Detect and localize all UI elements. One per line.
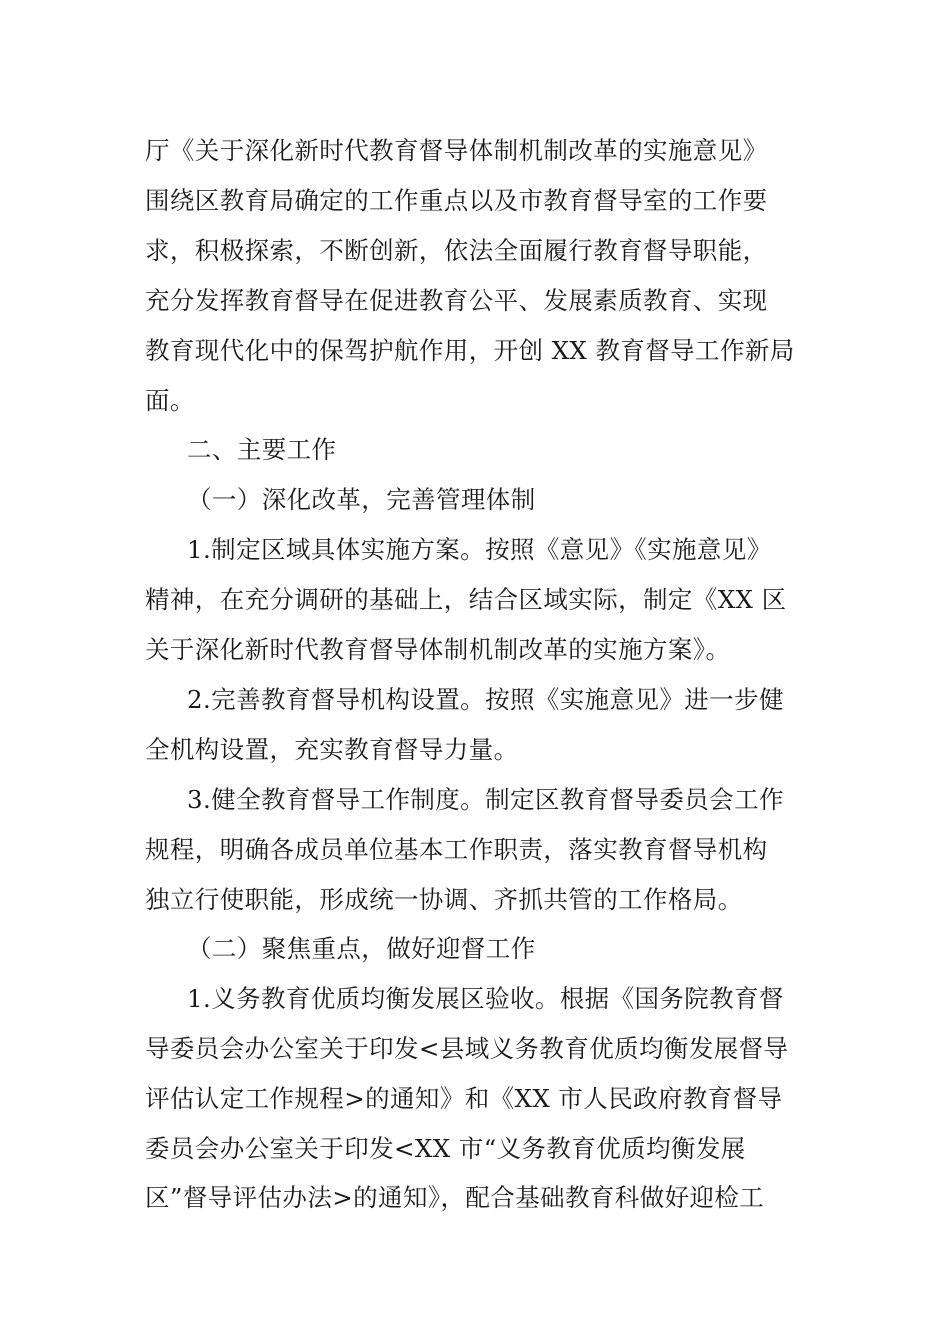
text-line: 区”督导评估办法>的通知》，配合基础教育科做好迎检工: [145, 1183, 765, 1212]
text-line: 面。: [145, 386, 195, 415]
text-line: 全机构设置，充实教育督导力量。: [145, 735, 519, 764]
text-line: 规程，明确各成员单位基本工作职责，落实教育督导机构: [145, 835, 768, 864]
text-line: 3.健全教育督导工作制度。制定区教育督导委员会工作: [187, 785, 784, 814]
text-line: 精神，在充分调研的基础上，结合区域实际，制定《XX 区: [145, 585, 787, 614]
section-heading: 二、主要工作: [187, 435, 337, 464]
text-line: 厅《关于深化新时代教育督导体制机制改革的实施意见》: [145, 136, 768, 165]
text-line: 关于深化新时代教育督导体制机制改革的实施方案》。: [145, 635, 731, 664]
text-line: 教育现代化中的保驾护航作用，开创 XX 教育督导工作新局: [145, 336, 795, 365]
text-line: 求，积极探索，不断创新，依法全面履行教育督导职能，: [145, 236, 768, 265]
text-line: 独立行使职能，形成统一协调、齐抓共管的工作格局。: [145, 885, 743, 914]
text-line: 委员会办公室关于印发<XX 市“义务教育优质均衡发展: [145, 1134, 746, 1163]
text-line: 评估认定工作规程>的通知》和《XX 市人民政府教育督导: [145, 1084, 783, 1113]
text-line: 导委员会办公室关于印发<县域义务教育优质均衡发展督导: [145, 1034, 789, 1063]
text-line: 围绕区教育局确定的工作重点以及市教育督导室的工作要: [145, 186, 768, 215]
text-line: 1.制定区域具体实施方案。按照《意见》《实施意见》: [187, 535, 772, 564]
text-line: 充分发挥教育督导在促进教育公平、发展素质教育、实现: [145, 286, 768, 315]
text-line: 2.完善教育督导机构设置。按照《实施意见》进一步健: [187, 685, 784, 714]
subsection-heading: （一）深化改革，完善管理体制: [187, 485, 536, 514]
text-line: 1.义务教育优质均衡发展区验收。根据《国务院教育督: [187, 984, 784, 1013]
subsection-heading: （二）聚焦重点，做好迎督工作: [187, 934, 536, 963]
